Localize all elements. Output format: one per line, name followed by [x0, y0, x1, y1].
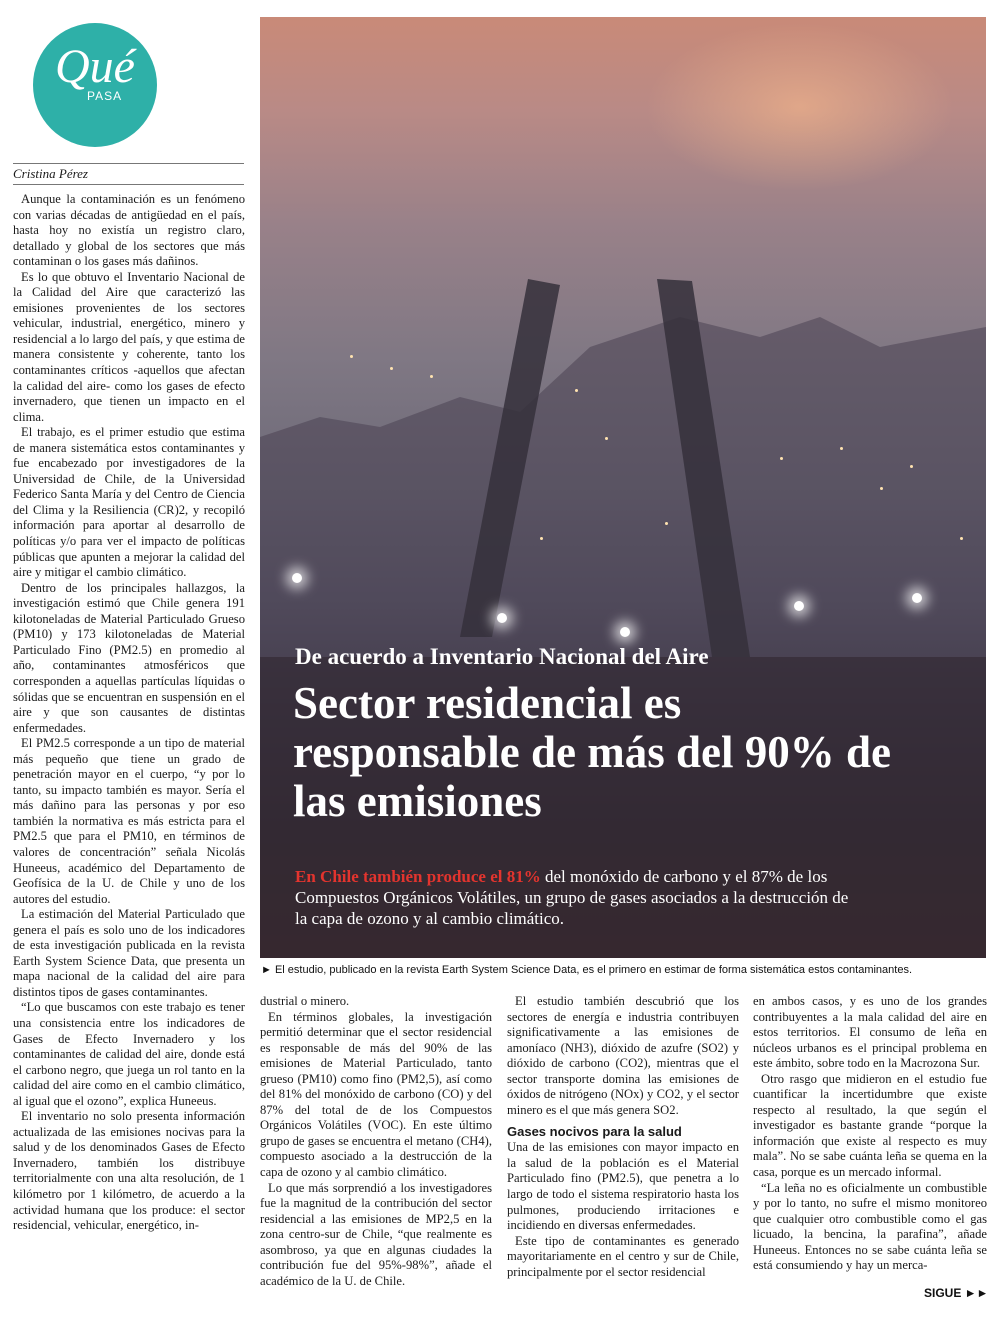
- paragraph: El PM2.5 corresponde a un tipo de material más pequeño que tiene un grado de penetración mayor en el cuerpo, “y por lo tanto, su impacto también es mayor. Sería el más dañino para las personas y por eso también la normativa es más estricta para el PM2.5 que para el PM10, en términos de valores de concentración” señala Nicolás Huneeus, académico del Departamento de Geofísica de la U. de Chile y uno de los autores del estudio.: [13, 736, 245, 906]
- paragraph: en ambos casos, y es uno de los grandes contribuyentes a la mala calidad del aire en estos territorios. El consumo de leña en núcleos urbanos es el principal problema en este ámbito, sobre todo en la Macrozona Sur.: [753, 994, 987, 1071]
- city-light: [350, 355, 353, 358]
- que-pasa-logo: [33, 23, 157, 147]
- paragraph: El inventario no solo presenta información actualizada de las emisiones nocivas para la salud y de los denominados Gases de Efecto Invernadero, también los distribuye territorialmente con una alta resolución, de 1 kilómetro por 1 kilómetro, de acuerdo a la actividad humana que los produce: el sector residencial, vehicular, energético, in-: [13, 1109, 245, 1233]
- city-light: [605, 437, 608, 440]
- city-light: [880, 487, 883, 490]
- city-light: [430, 375, 433, 378]
- city-light: [665, 522, 668, 525]
- summary-lead: En Chile también produce el 81%: [295, 867, 541, 886]
- city-light: [540, 537, 543, 540]
- street-light: [620, 627, 630, 637]
- photo-caption: ► El estudio, publicado en la revista Earth System Science Data, es el primero en estimar de forma sistemática estos contaminantes.: [261, 964, 913, 976]
- paragraph: El trabajo, es el primer estudio que estima de manera sistemática estos contaminantes y fue encabezado por investigadores de la Universidad de Chile, de la Universidad Federico Santa María y del Centro de Ciencia del Clima y la Resiliencia (CR)2, y recopiló información para aportar al desarrollo de políticas y/o para ver el impacto de políticas públicas que apunten a mejorar la calidad del aire y mitigar el cambio climático.: [13, 425, 245, 580]
- paragraph: Lo que más sorprendió a los investigadores fue la magnitud de la contribución del sector residencial a las emisiones de MP2,5 en la zona centro-sur de Chile, “que realmente es asombroso, ya que en algunas ciudades la contribución fue del 95%-98%”, añade el académico de la U. de Chile.: [260, 1180, 492, 1288]
- paragraph: Una de las emisiones con mayor impacto en la salud de la población es el Material Particulado fino (PM2.5), que penetra a lo largo de todo el sistema respiratorio hasta los pulmones, produciendo irritaciones e incidiendo en diversas enfermedades.: [507, 1140, 739, 1233]
- paragraph: “La leña no es oficialmente un combustible y por lo tanto, no sufre el mismo monitoreo que cualquier otro combustible como el gas licuado, la bencina, la parafina”, añade Huneeus. Entonces no se sabe cuánta leña se está consumiendo y hay un merca-: [753, 1180, 987, 1273]
- paragraph: Otro rasgo que midieron en el estudio fue cuantificar la incertidumbre que existe respecto al resultado, la que según el investigador es bastante grande “porque la información que existe al respecto es muy mala”. No se sabe cuánta leña se quema en la casa, porque es un mercado informal.: [753, 1071, 987, 1180]
- street-light: [794, 601, 804, 611]
- city-light: [910, 465, 913, 468]
- author-byline: Cristina Pérez: [13, 163, 244, 185]
- city-light: [840, 447, 843, 450]
- paragraph: Este tipo de contaminantes es generado mayoritariamente en el centro y sur de Chile, principalmente por el sector residencial: [507, 1233, 739, 1279]
- logo-subtext: PASA: [87, 89, 123, 103]
- summary-text: del monóxido de carbono y el 87% de los Compuestos Orgánicos Volátiles, un grupo de gases asociados a la destrucción de la capa de ozono y al cambio climático.: [295, 867, 849, 928]
- logo-text: Qué: [55, 40, 135, 93]
- section-heading: Gases nocivos para la salud: [507, 1124, 682, 1140]
- street-light: [497, 613, 507, 623]
- article-summary: [295, 866, 855, 929]
- paragraph: La estimación del Material Particulado que genera el país es solo uno de los indicadores de esta investigación publicada en la revista Earth System Science Data, que presenta un mapa nacional de la calidad del aire para distintos tipos de gases contaminantes.: [13, 907, 245, 999]
- paragraph: “Lo que buscamos con este trabajo es tener una consistencia entre los indicadores de Gases de Efecto Invernadero y los contaminantes de calidad del aire, donde está el carbono negro, que juega un rol tanto en la calidad del aire como en el cambio climático, al igual que el ozono”, explica Huneeus.: [13, 1000, 245, 1108]
- paragraph: dustrial o minero.: [260, 994, 350, 1008]
- city-light: [575, 389, 578, 392]
- paragraph: En términos globales, la investigación permitió determinar que el sector residencial es responsable de más del 90% de las emisiones de Material Particulado, tanto grueso (PM10) como fino (PM2,5), así como del 81% del monóxido de carbono (CO) y del 87% del total de de los Compuestos Orgánicos Volátiles (VOC). En este último grupo de gases se encuentra el metano (CH4), compuesto asociado a la destrucción de la capa de ozono y al cambio climático.: [260, 1009, 492, 1180]
- continue-marker: SIGUE ►►: [924, 1286, 989, 1300]
- article-column-3: [507, 994, 739, 1280]
- street-light: [912, 593, 922, 603]
- article-column-1: [13, 192, 245, 1234]
- city-light: [780, 457, 783, 460]
- article-kicker: De acuerdo a Inventario Nacional del Aire: [295, 644, 709, 669]
- paragraph: El estudio también descubrió que los sectores de energía e industria contribuyen significativamente a las emisiones de amoníaco (NH3), dióxido de azufre (SO2) y dióxido de carbono (CO2), mientras que el sector transporte domina las emisiones de óxidos de nitrógeno (NOx) y CO2, y el sector minero es el que más genera SO2.: [507, 994, 739, 1117]
- paragraph: Dentro de los principales hallazgos, la investigación estimó que Chile genera 191 kilotoneladas de Material Particulado Grueso (PM10) y 173 kilotoneladas de Material Particulado Fino (PM2.5) en promedio al año, contaminantes atmosféricos que corresponden a aquellas partículas líquidas o sólidas que se encuentran en suspensión en el aire y que son causantes de distintas enfermedades.: [13, 580, 245, 735]
- paragraph: Aunque la contaminación es un fenómeno con varias décadas de antigüedad en el país, hasta hoy no existía un registro claro, detallado y global de los sectores que más contaminan o los gases más dañinos.: [13, 192, 245, 269]
- article-column-4: [753, 994, 987, 1274]
- paragraph: Es lo que obtuvo el Inventario Nacional de la Calidad del Aire que caracterizó las emisiones provenientes de los sectores vehicular, industrial, energético, minero y residencial a lo largo del país, y que estima de manera consistente y coherente, tanto los contaminantes críticos -aquellos que afectan la calidad del aire- como los gases de efecto invernadero, que tienen un impacto en el clima.: [13, 269, 245, 424]
- hero-photo: [260, 17, 986, 958]
- city-light: [960, 537, 963, 540]
- street-light: [292, 573, 302, 583]
- article-column-2: [260, 994, 492, 1289]
- city-light: [390, 367, 393, 370]
- article-headline: Sector residencial es responsable de más del 90% de las emisiones: [293, 678, 891, 826]
